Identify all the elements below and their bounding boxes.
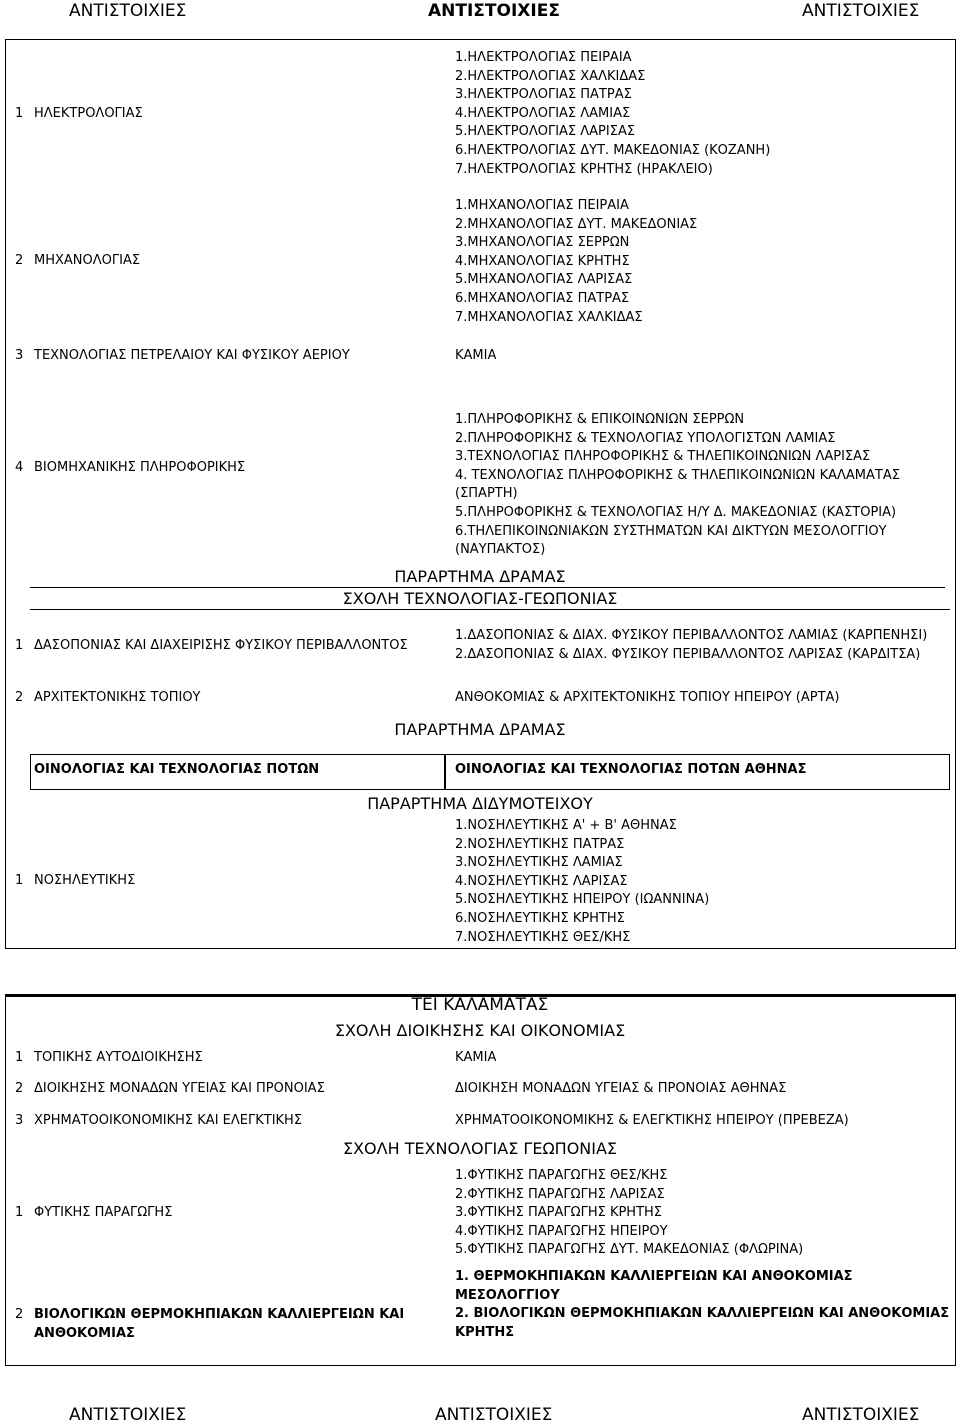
- institution-title: ΤΕΙ ΚΑΛΑΜΑΤΑΣ: [411, 995, 549, 1015]
- header-right: ΑΝΤΙΣΤΟΙΧΙΕΣ: [802, 1, 920, 21]
- target-item: 1. ΘΕΡΜΟΚΗΠΙΑΚΩΝ ΚΑΛΛΙΕΡΓΕΙΩΝ ΚΑΙ ΑΝΘΟΚΟΜΙΑΣ: [455, 1269, 853, 1284]
- target-item: 4.ΜΗΧΑΝΟΛΟΓΙΑΣ ΚΡΗΤΗΣ: [455, 253, 630, 269]
- target-item: 5.ΝΟΣΗΛΕΥΤΙΚΗΣ ΗΠΕΙΡΟΥ (ΙΩΑΝΝΙΝΑ): [455, 892, 710, 908]
- target-item: ΧΡΗΜΑΤΟΟΙΚΟΝΟΜΙΚΗΣ & ΕΛΕΓΚΤΙΚΗΣ ΗΠΕΙΡΟΥ (ΠΡΕΒΕΖΑ): [455, 1113, 849, 1128]
- target-item: 1.ΗΛΕΚΤΡΟΛΟΓΙΑΣ ΠΕΙΡΑΙΑ: [455, 50, 632, 65]
- target-item: 3.ΗΛΕΚΤΡΟΛΟΓΙΑΣ ΠΑΤΡΑΣ: [455, 87, 632, 103]
- footer-center: ΑΝΤΙΣΤΟΙΧΙΕΣ: [435, 1405, 553, 1425]
- target-list: [455, 817, 709, 947]
- source-dept: ΑΡΧΙΤΕΚΤΟΝΙΚΗΣ ΤΟΠΙΟΥ: [34, 690, 201, 705]
- row-number: 2: [15, 1081, 24, 1096]
- row-number: 4: [15, 460, 24, 475]
- row-number: 1: [15, 638, 24, 653]
- row-number: 1: [15, 106, 24, 121]
- source-dept: ΦΥΤΙΚΗΣ ΠΑΡΑΓΩΓΗΣ: [34, 1205, 173, 1220]
- source-dept: ΜΗΧΑΝΟΛΟΓΙΑΣ: [34, 253, 141, 268]
- target-item: 7.ΗΛΕΚΤΡΟΛΟΓΙΑΣ ΚΡΗΤΗΣ (ΗΡΑΚΛΕΙΟ): [455, 161, 713, 177]
- target-list: [455, 1167, 803, 1260]
- target-item: ΑΝΘΟΚΟΜΙΑΣ & ΑΡΧΙΤΕΚΤΟΝΙΚΗΣ ΤΟΠΙΟΥ ΗΠΕΙΡΟΥ (ΑΡΤΑ): [455, 690, 840, 705]
- target-item: 2.ΜΗΧΑΝΟΛΟΓΙΑΣ ΔΥΤ. ΜΑΚΕΔΟΝΙΑΣ: [455, 216, 698, 232]
- target-item: 1.ΔΑΣΟΠΟΝΙΑΣ & ΔΙΑΧ. ΦΥΣΙΚΟΥ ΠΕΡΙΒΑΛΛΟΝΤΟΣ ΛΑΜΙΑΣ (ΚΑΡΠΕΝΗΣΙ): [455, 628, 928, 643]
- target-item: 3.ΜΗΧΑΝΟΛΟΓΙΑΣ ΣΕΡΡΩΝ: [455, 235, 630, 251]
- row-number: 3: [15, 348, 24, 363]
- target-item: 2.ΝΟΣΗΛΕΥΤΙΚΗΣ ΠΑΤΡΑΣ: [455, 836, 625, 852]
- footer-left: ΑΝΤΙΣΤΟΙΧΙΕΣ: [69, 1405, 187, 1425]
- target-item: 3.ΦΥΤΙΚΗΣ ΠΑΡΑΓΩΓΗΣ ΚΡΗΤΗΣ: [455, 1205, 663, 1221]
- source-dept: ΤΟΠΙΚΗΣ ΑΥΤΟΔΙΟΙΚΗΣΗΣ: [34, 1050, 203, 1065]
- row-number: 3: [15, 1113, 24, 1128]
- target-item: 1.ΜΗΧΑΝΟΛΟΓΙΑΣ ΠΕΙΡΑΙΑ: [455, 198, 629, 213]
- target-list: [455, 411, 900, 560]
- target-item: 2.ΦΥΤΙΚΗΣ ΠΑΡΑΓΩΓΗΣ ΛΑΡΙΣΑΣ: [455, 1186, 665, 1202]
- target-item: 5.ΜΗΧΑΝΟΛΟΓΙΑΣ ΛΑΡΙΣΑΣ: [455, 272, 633, 288]
- target-item: 2.ΔΑΣΟΠΟΝΙΑΣ & ΔΙΑΧ. ΦΥΣΙΚΟΥ ΠΕΡΙΒΑΛΛΟΝΤΟΣ ΛΑΡΙΣΑΣ (ΚΑΡΔΙΤΣΑ): [455, 646, 921, 662]
- target-item: 3.ΤΕΧΝΟΛΟΓΙΑΣ ΠΛΗΡΟΦΟΡΙΚΗΣ & ΤΗΛΕΠΙΚΟΙΝΩΝΙΩΝ ΛΑΡΙΣΑΣ: [455, 449, 871, 465]
- rule-school: [30, 609, 950, 610]
- row-number: 2: [15, 690, 24, 705]
- target-item: 2.ΗΛΕΚΤΡΟΛΟΓΙΑΣ ΧΑΛΚΙΔΑΣ: [455, 68, 646, 84]
- target-item: 5.ΦΥΤΙΚΗΣ ΠΑΡΑΓΩΓΗΣ ΔΥΤ. ΜΑΚΕΔΟΝΙΑΣ (ΦΛΩΡΙΝΑ): [455, 1242, 804, 1258]
- target-item: 6.ΝΟΣΗΛΕΥΤΙΚΗΣ ΚΡΗΤΗΣ: [455, 910, 625, 926]
- target-item: 7.ΝΟΣΗΛΕΥΤΙΚΗΣ ΘΕΣ/ΚΗΣ: [455, 929, 631, 945]
- annex-title: ΠΑΡΑΡΤΗΜΑ ΔΙΔΥΜΟΤΕΙΧΟΥ: [367, 794, 593, 813]
- target-item: 4.ΝΟΣΗΛΕΥΤΙΚΗΣ ΛΑΡΙΣΑΣ: [455, 873, 628, 889]
- target-item: 6.ΗΛΕΚΤΡΟΛΟΓΙΑΣ ΔΥΤ. ΜΑΚΕΔΟΝΙΑΣ (ΚΟΖΑΝΗ): [455, 142, 771, 158]
- annex-title: ΠΑΡΑΡΤΗΜΑ ΔΡΑΜΑΣ: [394, 567, 566, 586]
- source-dept-line: ΒΙΟΛΟΓΙΚΩΝ ΘΕΡΜΟΚΗΠΙΑΚΩΝ ΚΑΛΛΙΕΡΓΕΙΩΝ ΚΑΙ: [34, 1307, 405, 1322]
- target-item: 6.ΜΗΧΑΝΟΛΟΓΙΑΣ ΠΑΤΡΑΣ: [455, 290, 630, 306]
- target-item: 1.ΝΟΣΗΛΕΥΤΙΚΗΣ Α' + Β' ΑΘΗΝΑΣ: [455, 818, 677, 833]
- source-dept: ΔΙΟΙΚΗΣΗΣ ΜΟΝΑΔΩΝ ΥΓΕΙΑΣ ΚΑΙ ΠΡΟΝΟΙΑΣ: [34, 1081, 325, 1096]
- target-item: 2.ΠΛΗΡΟΦΟΡΙΚΗΣ & ΤΕΧΝΟΛΟΓΙΑΣ ΥΠΟΛΟΓΙΣΤΩΝ ΛΑΜΙΑΣ: [455, 430, 836, 446]
- target-item: 1.ΦΥΤΙΚΗΣ ΠΑΡΑΓΩΓΗΣ ΘΕΣ/ΚΗΣ: [455, 1168, 668, 1183]
- target-item: ΚΡΗΤΗΣ: [455, 1324, 515, 1340]
- target-item: 2. ΒΙΟΛΟΓΙΚΩΝ ΘΕΡΜΟΚΗΠΙΑΚΩΝ ΚΑΛΛΙΕΡΓΕΙΩΝ ΚΑΙ ΑΝΘΟΚΟΜΙΑΣ: [455, 1306, 950, 1322]
- school-title: ΣΧΟΛΗ ΤΕΧΝΟΛΟΓΙΑΣ-ΓΕΩΠΟΝΙΑΣ: [342, 589, 618, 608]
- target-item: 4.ΦΥΤΙΚΗΣ ΠΑΡΑΓΩΓΗΣ ΗΠΕΙΡΟΥ: [455, 1223, 668, 1239]
- target-item: 6.ΤΗΛΕΠΙΚΟΙΝΩΝΙΑΚΩΝ ΣΥΣΤΗΜΑΤΩΝ ΚΑΙ ΔΙΚΤΥΩΝ ΜΕΣΟΛΟΓΓΙΟΥ: [455, 523, 887, 539]
- header-left: ΑΝΤΙΣΤΟΙΧΙΕΣ: [69, 1, 187, 21]
- row-number: 1: [15, 1050, 24, 1065]
- target-item: 5.ΠΛΗΡΟΦΟΡΙΚΗΣ & ΤΕΧΝΟΛΟΓΙΑΣ Η/Υ Δ. ΜΑΚΕΔΟΝΙΑΣ (ΚΑΣΤΟΡΙΑ): [455, 504, 897, 520]
- school-title: ΣΧΟΛΗ ΤΕΧΝΟΛΟΓΙΑΣ ΓΕΩΠΟΝΙΑΣ: [342, 1139, 618, 1158]
- header-center: ΑΝΤΙΣΤΟΙΧΙΕΣ: [428, 1, 560, 21]
- footer-right: ΑΝΤΙΣΤΟΙΧΙΕΣ: [802, 1405, 920, 1425]
- source-dept: ΧΡΗΜΑΤΟΟΙΚΟΝΟΜΙΚΗΣ ΚΑΙ ΕΛΕΓΚΤΙΚΗΣ: [34, 1113, 303, 1128]
- target-item: 4.ΗΛΕΚΤΡΟΛΟΓΙΑΣ ΛΑΜΙΑΣ: [455, 105, 631, 121]
- target-item: ΚΑΜΙΑ: [455, 1050, 497, 1065]
- source-dept: ΒΙΟΜΗΧΑΝΙΚΗΣ ΠΛΗΡΟΦΟΡΙΚΗΣ: [34, 460, 246, 475]
- source-dept: ΤΕΧΝΟΛΟΓΙΑΣ ΠΕΤΡΕΛΑΙΟΥ ΚΑΙ ΦΥΣΙΚΟΥ ΑΕΡΙΟΥ: [34, 348, 350, 363]
- target-item: (ΝΑΥΠΑΚΤΟΣ): [455, 542, 546, 558]
- source-dept: ΗΛΕΚΤΡΟΛΟΓΙΑΣ: [34, 106, 143, 121]
- source-dept: ΔΑΣΟΠΟΝΙΑΣ ΚΑΙ ΔΙΑΧΕΙΡΙΣΗΣ ΦΥΣΙΚΟΥ ΠΕΡΙΒΑΛΛΟΝΤΟΣ: [34, 638, 408, 653]
- target-list: [455, 49, 770, 179]
- annex-title: ΠΑΡΑΡΤΗΜΑ ΔΡΑΜΑΣ: [394, 720, 566, 739]
- source-dept: ΝΟΣΗΛΕΥΤΙΚΗΣ: [34, 873, 136, 888]
- target-item: 1.ΠΛΗΡΟΦΟΡΙΚΗΣ & ΕΠΙΚΟΙΝΩΝΙΩΝ ΣΕΡΡΩΝ: [455, 412, 745, 427]
- school-title: ΣΧΟΛΗ ΔΙΟΙΚΗΣΗΣ ΚΑΙ ΟΙΚΟΝΟΜΙΑΣ: [334, 1021, 626, 1040]
- target-item: 3.ΝΟΣΗΛΕΥΤΙΚΗΣ ΛΑΜΙΑΣ: [455, 855, 623, 871]
- source-dept: ΟΙΝΟΛΟΓΙΑΣ ΚΑΙ ΤΕΧΝΟΛΟΓΙΑΣ ΠΟΤΩΝ: [34, 762, 320, 777]
- row-number: 2: [15, 253, 24, 268]
- target-list: [455, 197, 697, 327]
- target-item: 7.ΜΗΧΑΝΟΛΟΓΙΑΣ ΧΑΛΚΙΔΑΣ: [455, 309, 643, 325]
- target-list: [455, 627, 927, 664]
- target-item: 4. ΤΕΧΝΟΛΟΓΙΑΣ ΠΛΗΡΟΦΟΡΙΚΗΣ & ΤΗΛΕΠΙΚΟΙΝΩΝΙΩΝ ΚΑΛΑΜΑΤΑΣ: [455, 467, 900, 483]
- target-item: (ΣΠΑΡΤΗ): [455, 486, 518, 502]
- row-number: 1: [15, 873, 24, 888]
- target-item: 5.ΗΛΕΚΤΡΟΛΟΓΙΑΣ ΛΑΡΙΣΑΣ: [455, 124, 636, 140]
- target-item: ΔΙΟΙΚΗΣΗ ΜΟΝΑΔΩΝ ΥΓΕΙΑΣ & ΠΡΟΝΟΙΑΣ ΑΘΗΝΑΣ: [455, 1081, 787, 1096]
- target-item: ΜΕΣΟΛΟΓΓΙΟΥ: [455, 1287, 560, 1303]
- row-number: 1: [15, 1205, 24, 1220]
- source-dept: [34, 1306, 404, 1343]
- target-list: [455, 1268, 949, 1342]
- row-number: 2: [15, 1307, 24, 1322]
- target-item: ΟΙΝΟΛΟΓΙΑΣ ΚΑΙ ΤΕΧΝΟΛΟΓΙΑΣ ΠΟΤΩΝ ΑΘΗΝΑΣ: [455, 762, 807, 777]
- rule-agri: [30, 587, 445, 588]
- rule-agri-2: [440, 587, 945, 588]
- target-item: ΚΑΜΙΑ: [455, 348, 497, 363]
- source-dept-line: ΑΝΘΟΚΟΜΙΑΣ: [34, 1325, 135, 1341]
